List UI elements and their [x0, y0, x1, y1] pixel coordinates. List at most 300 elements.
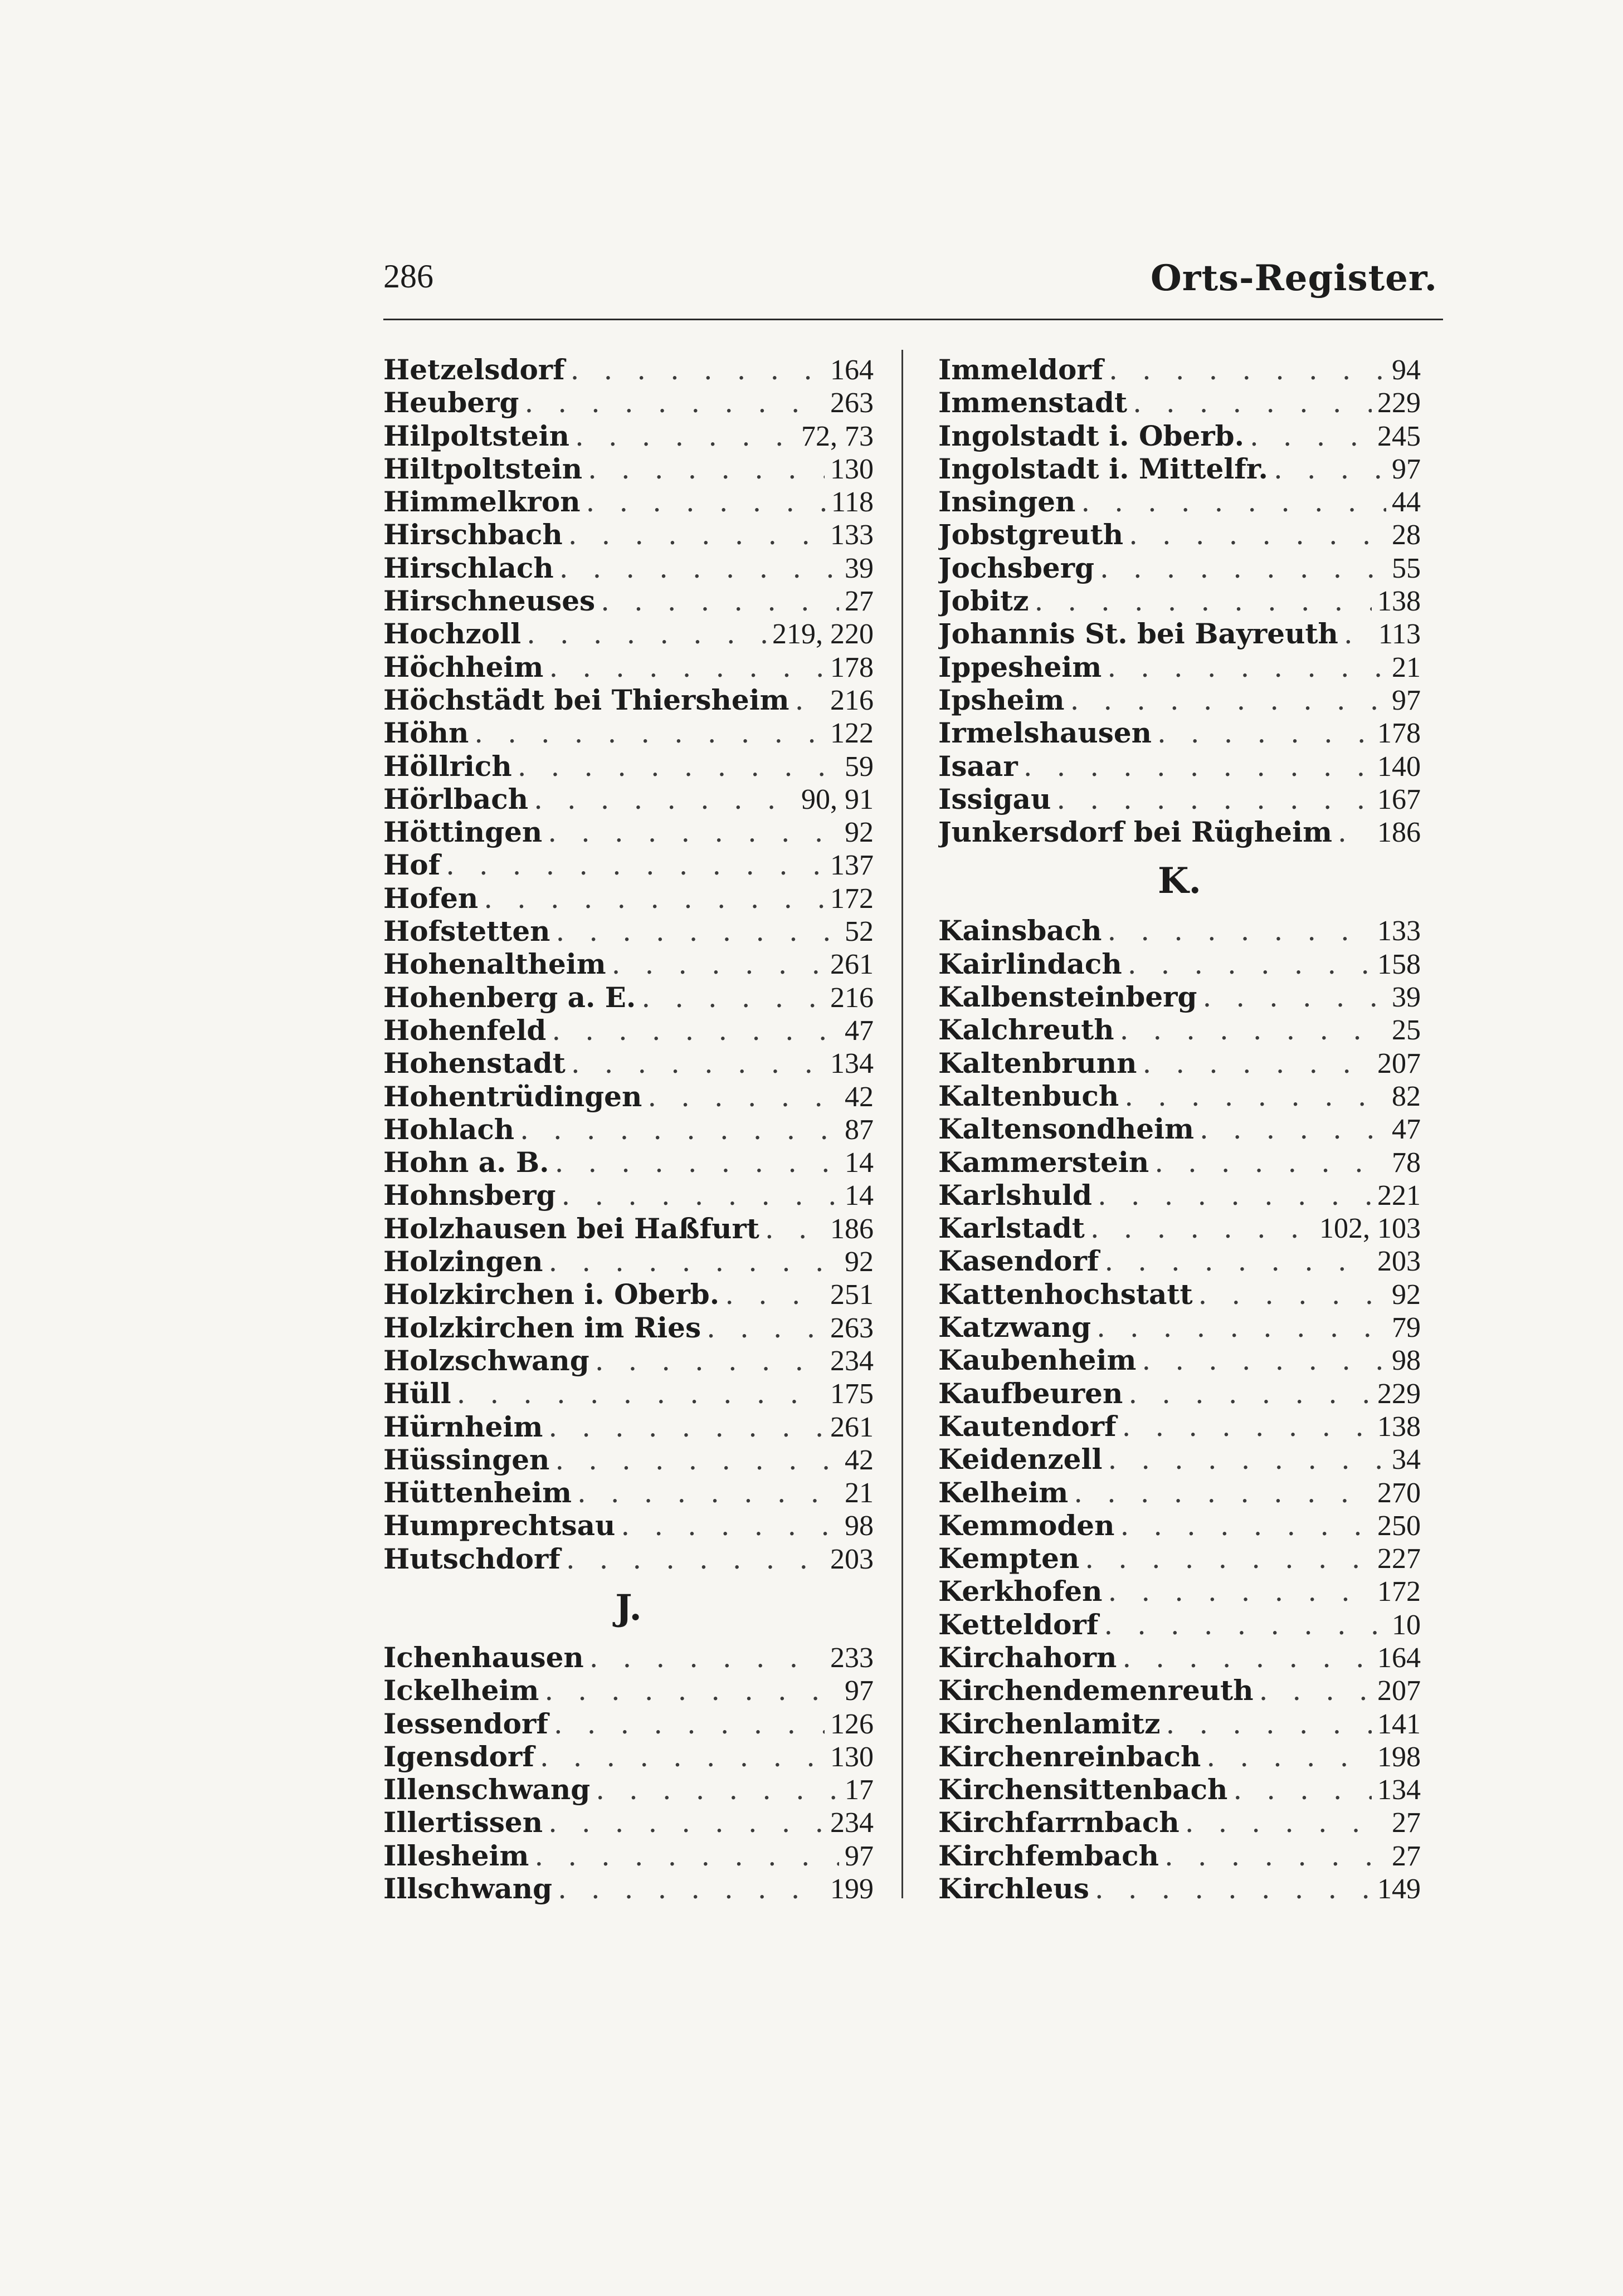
entry-place-name: Hirschlach — [383, 551, 554, 584]
entry-page-number: 141 — [1377, 1708, 1421, 1740]
dot-leader — [1104, 1245, 1372, 1277]
entry-page-number: 118 — [831, 486, 874, 519]
dot-leader — [1202, 981, 1386, 1013]
entry-place-name: Heuberg — [383, 386, 519, 419]
index-entry — [383, 683, 874, 716]
column-divider — [901, 350, 903, 1898]
entry-page-number: 172 — [1377, 1576, 1421, 1608]
index-entry — [383, 882, 874, 915]
index-entry — [938, 1410, 1421, 1443]
entry-place-name: Katzwang — [938, 1311, 1091, 1344]
entry-place-name: Holzkirchen i. Oberb. — [383, 1278, 720, 1311]
entry-page-number: 55 — [1392, 552, 1421, 584]
index-entry — [383, 1344, 874, 1377]
entry-place-name: Illesheim — [383, 1839, 529, 1872]
dot-leader — [1233, 1774, 1372, 1806]
dot-leader — [577, 1477, 839, 1509]
dot-leader — [1034, 585, 1372, 617]
index-entry — [938, 1641, 1421, 1674]
right-column — [938, 353, 1421, 1905]
dot-leader — [1070, 684, 1386, 716]
entry-place-name: Kirchfembach — [938, 1839, 1159, 1872]
dot-leader — [1157, 717, 1372, 749]
index-entry — [938, 1244, 1421, 1277]
dot-leader — [1344, 618, 1373, 650]
dot-leader — [474, 717, 825, 749]
dot-leader — [1164, 1840, 1386, 1872]
entry-place-name: Humprechtsau — [383, 1509, 616, 1542]
index-entry — [938, 1311, 1421, 1344]
dot-leader — [1081, 486, 1386, 518]
entry-place-name: Hohlach — [383, 1112, 515, 1146]
entry-place-name: Kirchenreinbach — [938, 1740, 1201, 1773]
entry-page-number: 52 — [845, 916, 874, 948]
entry-place-name: Holzschwang — [383, 1344, 589, 1377]
index-entry — [938, 452, 1421, 485]
dot-leader — [1259, 1674, 1372, 1707]
entry-page-number: 92 — [845, 1246, 874, 1278]
index-entry — [383, 419, 874, 452]
index-entry — [938, 617, 1421, 650]
entry-page-number: 47 — [1392, 1113, 1421, 1146]
dot-leader — [1108, 1443, 1386, 1476]
entry-page-number: 126 — [830, 1708, 874, 1740]
dot-leader — [647, 1081, 839, 1113]
entry-place-name: Illenschwang — [383, 1773, 591, 1806]
dot-leader — [1250, 420, 1372, 452]
index-entry — [383, 750, 874, 783]
dot-leader — [1128, 948, 1372, 980]
index-entry — [383, 1872, 874, 1905]
entry-page-number: 270 — [1377, 1477, 1421, 1509]
entry-place-name: Ickelheim — [383, 1674, 539, 1707]
entry-place-name: Hofstetten — [383, 915, 550, 948]
entry-place-name: Hohenfeld — [383, 1013, 547, 1047]
entry-list-i — [383, 1641, 874, 1905]
entry-place-name: Karlshuld — [938, 1178, 1093, 1211]
entry-page-number: 122 — [830, 717, 874, 750]
entry-page-number: 39 — [1392, 981, 1421, 1014]
dot-leader — [1338, 816, 1372, 848]
entry-page-number: 229 — [1377, 1377, 1421, 1410]
entry-place-name: Kempten — [938, 1542, 1080, 1575]
index-entry — [938, 1112, 1421, 1145]
entry-page-number: 82 — [1392, 1080, 1421, 1112]
entry-place-name: Irmelshausen — [938, 716, 1152, 750]
dot-leader — [571, 1047, 825, 1079]
dot-leader — [1085, 1542, 1372, 1575]
entry-place-name: Hürnheim — [383, 1410, 543, 1443]
dot-leader — [484, 882, 825, 915]
index-entry — [383, 1113, 874, 1146]
entry-page-number: 97 — [845, 1675, 874, 1707]
dot-leader — [1109, 354, 1386, 386]
entry-place-name: Kelheim — [938, 1476, 1069, 1509]
entry-page-number: 113 — [1378, 618, 1421, 651]
entry-place-name: Junkersdorf bei Rügheim — [938, 815, 1332, 849]
index-entry — [383, 1014, 874, 1047]
index-entry — [938, 551, 1421, 584]
entry-page-number: 138 — [1377, 1410, 1421, 1443]
entry-page-number: 207 — [1377, 1675, 1421, 1707]
dot-leader — [548, 1245, 839, 1278]
index-entry — [938, 1476, 1421, 1509]
entry-place-name: Kirchleus — [938, 1872, 1089, 1906]
entry-page-number: 207 — [1377, 1047, 1421, 1079]
entry-place-name: Höttingen — [383, 815, 543, 849]
entry-page-number: 203 — [830, 1543, 874, 1575]
dot-leader — [588, 453, 825, 485]
entry-list-i-continued — [938, 353, 1421, 848]
dot-leader — [765, 1213, 825, 1245]
dot-leader — [601, 585, 839, 617]
entry-place-name: Holzingen — [383, 1245, 543, 1278]
index-entry — [938, 1542, 1421, 1575]
index-entry — [383, 386, 874, 419]
index-entry — [938, 1377, 1421, 1410]
entry-page-number: 97 — [1392, 453, 1421, 485]
index-entry — [938, 1344, 1421, 1376]
entry-page-number: 21 — [1392, 651, 1421, 683]
entry-page-number: 27 — [845, 585, 874, 618]
entry-place-name: Höhn — [383, 716, 469, 750]
dot-leader — [1100, 552, 1386, 584]
dot-leader — [1200, 1113, 1386, 1145]
index-entry — [938, 353, 1421, 386]
entry-page-number: 17 — [845, 1774, 874, 1806]
entry-place-name: Kairlindach — [938, 947, 1122, 980]
entry-page-number: 92 — [845, 817, 874, 849]
entry-place-name: Kainsbach — [938, 914, 1102, 947]
dot-leader — [568, 519, 825, 551]
index-entry — [938, 1509, 1421, 1542]
entry-page-number: 186 — [1377, 817, 1421, 849]
entry-place-name: Kerkhofen — [938, 1575, 1103, 1608]
entry-list-h — [383, 353, 874, 1575]
index-entry — [383, 1311, 874, 1344]
index-entry — [383, 1740, 874, 1773]
entry-place-name: Höchheim — [383, 650, 544, 683]
index-entry — [938, 419, 1421, 452]
index-entry — [938, 584, 1421, 617]
entry-place-name: Jochsberg — [938, 551, 1095, 584]
entry-page-number: 27 — [1392, 1807, 1421, 1839]
dot-leader — [1128, 1377, 1372, 1410]
index-entry — [383, 815, 874, 848]
entry-place-name: Kammerstein — [938, 1145, 1149, 1179]
entry-page-number: 250 — [1377, 1510, 1421, 1542]
dot-leader — [795, 684, 825, 716]
index-entry — [383, 617, 874, 650]
dot-leader — [1129, 519, 1386, 551]
dot-leader — [1074, 1477, 1372, 1509]
header-rule — [383, 319, 1443, 320]
entry-place-name: Kemmoden — [938, 1508, 1115, 1542]
dot-leader — [1056, 783, 1372, 815]
entry-place-name: Kaufbeuren — [938, 1376, 1123, 1410]
entry-place-name: Kaltenbuch — [938, 1079, 1119, 1112]
dot-leader — [1166, 1708, 1372, 1740]
index-entry — [938, 651, 1421, 683]
entry-page-number: 28 — [1392, 519, 1421, 551]
index-entry — [938, 1211, 1421, 1244]
index-entry — [383, 1806, 874, 1839]
index-entry — [938, 1806, 1421, 1839]
entry-place-name: Iessendorf — [383, 1707, 548, 1740]
entry-page-number: 102, 103 — [1319, 1213, 1421, 1245]
index-entry — [383, 452, 874, 485]
dot-leader — [1090, 1212, 1314, 1244]
index-entry — [938, 1443, 1421, 1476]
entry-page-number: 25 — [1392, 1014, 1421, 1047]
index-entry — [383, 1245, 874, 1278]
dot-leader — [596, 1774, 839, 1806]
dot-leader — [1142, 1344, 1386, 1376]
dot-leader — [548, 816, 839, 848]
entry-place-name: Kirchahorn — [938, 1640, 1117, 1674]
entry-page-number: 21 — [845, 1477, 874, 1510]
index-entry — [383, 1146, 874, 1179]
dot-leader — [589, 1642, 825, 1674]
dot-leader — [1154, 1146, 1386, 1179]
index-entry — [938, 1707, 1421, 1740]
index-entry — [938, 914, 1421, 947]
dot-leader — [566, 1543, 825, 1575]
entry-place-name: Kirchfarrnbach — [938, 1806, 1180, 1839]
entry-page-number: 34 — [1392, 1444, 1421, 1476]
entry-page-number: 172 — [830, 882, 874, 915]
index-entry — [938, 1575, 1421, 1608]
entry-page-number: 251 — [830, 1279, 874, 1311]
entry-place-name: Hüssingen — [383, 1443, 550, 1476]
index-entry — [383, 1278, 874, 1311]
entry-place-name: Immenstadt — [938, 386, 1128, 419]
entry-place-name: Kirchenlamitz — [938, 1707, 1161, 1740]
entry-place-name: Holzkirchen im Ries — [383, 1311, 701, 1344]
entry-place-name: Insingen — [938, 485, 1076, 519]
dot-leader — [1098, 1179, 1372, 1211]
entry-place-name: Hörlbach — [383, 782, 529, 815]
index-entry — [383, 1443, 874, 1476]
index-entry — [383, 915, 874, 947]
dot-leader — [612, 948, 825, 980]
entry-place-name: Hochzoll — [383, 617, 521, 651]
entry-place-name: Kautendorf — [938, 1409, 1117, 1443]
entry-place-name: Jobstgreuth — [938, 518, 1124, 551]
entry-place-name: Karlstadt — [938, 1211, 1085, 1245]
index-entry — [383, 518, 874, 551]
entry-page-number: 164 — [1377, 1642, 1421, 1674]
dot-leader — [1122, 1642, 1372, 1674]
dot-leader — [562, 1179, 839, 1211]
index-entry — [938, 1013, 1421, 1046]
entry-place-name: Ichenhausen — [383, 1640, 584, 1674]
entry-place-name: Hohnsberg — [383, 1179, 556, 1212]
entry-place-name: Ipsheim — [938, 683, 1065, 716]
dot-leader — [1206, 1741, 1372, 1773]
index-entry — [938, 750, 1421, 783]
entry-page-number: 158 — [1377, 948, 1421, 980]
entry-page-number: 263 — [830, 387, 874, 419]
entry-place-name: Hüttenheim — [383, 1476, 572, 1510]
entry-page-number: 233 — [830, 1642, 874, 1674]
dot-leader — [1185, 1806, 1386, 1839]
entry-list-k — [938, 914, 1421, 1905]
index-entry — [383, 1212, 874, 1245]
entry-page-number: 98 — [845, 1510, 874, 1542]
index-entry — [938, 518, 1421, 551]
entry-page-number: 137 — [830, 849, 874, 882]
entry-page-number: 175 — [830, 1378, 874, 1410]
entry-place-name: Kattenhochstatt — [938, 1277, 1193, 1311]
index-entry — [938, 1674, 1421, 1707]
entry-page-number: 221 — [1377, 1179, 1421, 1211]
entry-page-number: 97 — [845, 1840, 874, 1872]
dot-leader — [1124, 1080, 1386, 1112]
dot-leader — [555, 1146, 839, 1179]
index-entry — [383, 1509, 874, 1542]
dot-leader — [641, 981, 825, 1014]
index-entry — [938, 1740, 1421, 1773]
entry-place-name: Kaltensondheim — [938, 1112, 1194, 1146]
entry-page-number: 134 — [1377, 1774, 1421, 1806]
entry-place-name: Igensdorf — [383, 1740, 534, 1773]
dot-leader — [706, 1312, 825, 1344]
dot-leader — [595, 1345, 825, 1377]
entry-place-name: Immeldorf — [938, 353, 1104, 386]
index-entry — [383, 1707, 874, 1740]
entry-page-number: 164 — [830, 354, 874, 386]
entry-place-name: Ippesheim — [938, 650, 1102, 683]
dot-leader — [518, 750, 839, 783]
entry-page-number: 78 — [1392, 1146, 1421, 1179]
index-entry — [938, 683, 1421, 716]
running-title: Orts-Register. — [1150, 257, 1437, 299]
dot-leader — [544, 1674, 839, 1707]
index-entry — [938, 783, 1421, 815]
entry-page-number: 14 — [845, 1180, 874, 1212]
index-entry — [383, 1476, 874, 1509]
entry-place-name: Kaubenheim — [938, 1344, 1137, 1377]
index-entry — [383, 1674, 874, 1707]
entry-page-number: 42 — [845, 1444, 874, 1476]
dot-leader — [1120, 1510, 1372, 1542]
entry-page-number: 149 — [1377, 1873, 1421, 1906]
entry-page-number: 186 — [830, 1213, 874, 1245]
entry-place-name: Hohenberg a. E. — [383, 980, 636, 1014]
dot-leader — [1096, 1311, 1386, 1344]
entry-page-number: 92 — [1392, 1278, 1421, 1311]
entry-page-number: 216 — [830, 684, 874, 716]
entry-place-name: Illertissen — [383, 1806, 543, 1839]
entry-place-name: Kaltenbrunn — [938, 1046, 1137, 1079]
index-entry — [383, 551, 874, 584]
entry-page-number: 138 — [1377, 585, 1421, 618]
entry-page-number: 199 — [830, 1873, 874, 1906]
entry-place-name: Keidenzell — [938, 1443, 1103, 1476]
entry-place-name: Hof — [383, 848, 441, 882]
dot-leader — [555, 1444, 839, 1476]
dot-leader — [1107, 651, 1386, 683]
dot-leader — [446, 849, 825, 881]
entry-place-name: Hofen — [383, 881, 479, 915]
entry-page-number: 261 — [830, 949, 874, 981]
entry-page-number: 133 — [830, 519, 874, 551]
entry-page-number: 27 — [1392, 1840, 1421, 1872]
entry-page-number: 227 — [1377, 1543, 1421, 1575]
index-entry — [383, 716, 874, 749]
dot-leader — [1023, 750, 1372, 783]
dot-leader — [559, 552, 839, 584]
entry-place-name: Hohenstadt — [383, 1047, 566, 1080]
dot-leader — [548, 1411, 825, 1443]
page-number: 286 — [383, 258, 433, 295]
entry-page-number: 59 — [845, 750, 874, 783]
entry-place-name: Hüll — [383, 1377, 451, 1410]
index-entry — [938, 386, 1421, 419]
dot-leader — [524, 387, 825, 419]
index-entry — [383, 981, 874, 1014]
index-entry — [938, 1146, 1421, 1179]
entry-page-number: 178 — [1377, 717, 1421, 750]
entry-page-number: 94 — [1392, 354, 1421, 386]
entry-place-name: Kirchendemenreuth — [938, 1674, 1254, 1707]
index-entry — [383, 1080, 874, 1113]
entry-page-number: 167 — [1377, 783, 1421, 815]
entry-page-number: 130 — [830, 1741, 874, 1773]
dot-leader — [534, 783, 796, 815]
dot-leader — [1142, 1047, 1372, 1079]
entry-place-name: Hilpoltstein — [383, 419, 570, 452]
index-entry — [938, 1179, 1421, 1211]
entry-place-name: Hohentrüdingen — [383, 1079, 642, 1113]
entry-page-number: 178 — [830, 651, 874, 683]
dot-leader — [1122, 1410, 1372, 1443]
index-entry — [938, 947, 1421, 980]
entry-place-name: Kasendorf — [938, 1244, 1099, 1278]
entry-place-name: Issigau — [938, 782, 1051, 815]
index-entry — [938, 1079, 1421, 1112]
entry-place-name: Kalchreuth — [938, 1013, 1114, 1047]
entry-page-number: 198 — [1377, 1741, 1421, 1773]
dot-leader — [1198, 1278, 1386, 1311]
dot-leader — [1104, 1609, 1386, 1641]
entry-place-name: Hirschbach — [383, 518, 563, 551]
entry-place-name: Hetzelsdorf — [383, 353, 565, 386]
dot-leader — [558, 1873, 825, 1905]
dot-leader — [549, 651, 825, 683]
index-entry — [383, 1179, 874, 1211]
entry-place-name: Höllrich — [383, 749, 512, 783]
entry-page-number: 44 — [1392, 486, 1421, 519]
entry-page-number: 72, 73 — [801, 420, 874, 452]
dot-leader — [1274, 453, 1386, 485]
entry-place-name: Kalbensteinberg — [938, 980, 1197, 1014]
index-entry — [383, 353, 874, 386]
entry-page-number: 134 — [830, 1048, 874, 1080]
entry-page-number: 97 — [1392, 684, 1421, 716]
entry-page-number: 234 — [830, 1345, 874, 1377]
index-entry — [383, 783, 874, 815]
entry-page-number: 140 — [1377, 750, 1421, 783]
entry-page-number: 10 — [1392, 1609, 1421, 1641]
entry-page-number: 47 — [845, 1014, 874, 1047]
index-entry — [383, 1773, 874, 1806]
entry-page-number: 245 — [1377, 420, 1421, 452]
entry-page-number: 79 — [1392, 1312, 1421, 1344]
entry-place-name: Isaar — [938, 749, 1018, 783]
entry-place-name: Höchstädt bei Thiersheim — [383, 683, 789, 716]
